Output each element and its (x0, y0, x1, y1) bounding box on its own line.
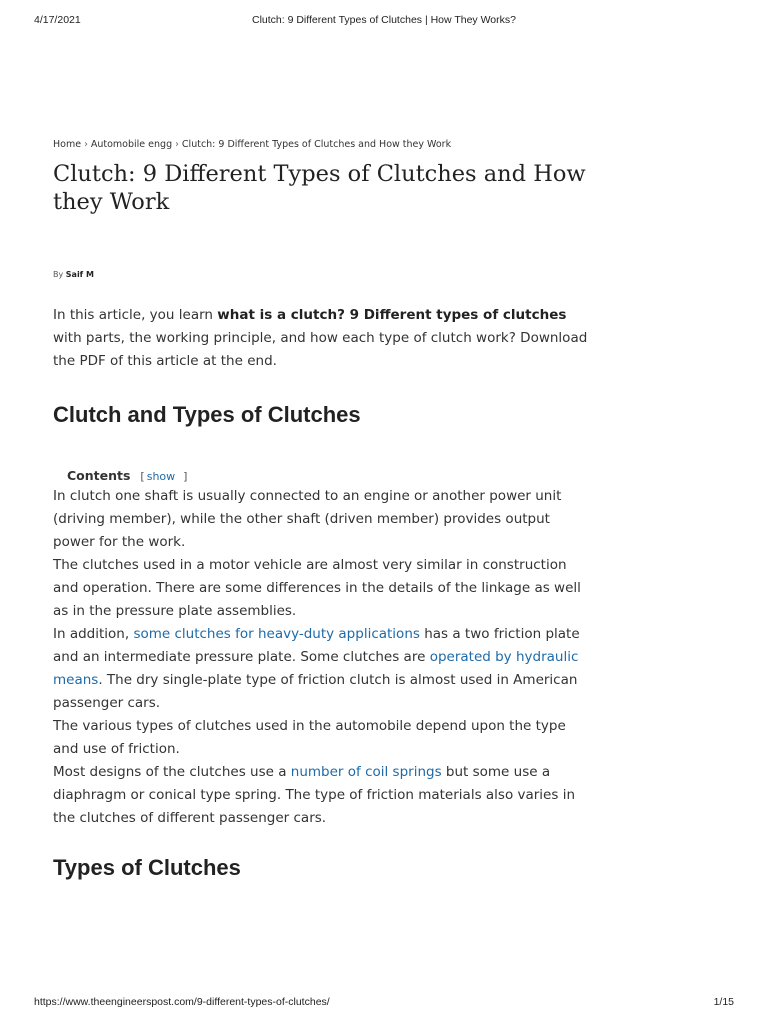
paragraph-shafts: In clutch one shaft is usually connected to an engine or another power unit (driving member), while the other shaft (driven member) provides output power for the work. (53, 488, 562, 550)
intro-bold-text: what is a clutch? 9 Different types of clutches (217, 307, 567, 323)
p5-text-before: Most designs of the clutches use a (53, 764, 291, 780)
hydraulic-means-link[interactable]: operated by hydraulic means (53, 649, 579, 688)
section-heading-types-of-clutches: Types of Clutches (53, 855, 241, 880)
byline (53, 269, 593, 281)
coil-springs-link[interactable]: number of coil springs (290, 764, 442, 780)
toc-show-toggle[interactable]: show (146, 470, 176, 483)
print-page-number: 1/15 (713, 996, 734, 1008)
p3-text-middle: has a two friction plate and an intermediate pressure plate. Some clutches are (53, 626, 580, 665)
breadcrumb-separator: › (84, 139, 88, 150)
breadcrumb-home-link[interactable]: Home (53, 139, 82, 150)
toc-open-bracket: [ (140, 470, 145, 483)
breadcrumb (53, 138, 593, 152)
toc-close-bracket: ] (183, 470, 188, 483)
print-header (34, 14, 734, 30)
heavy-duty-clutches-link[interactable]: some clutches for heavy-duty applications (133, 626, 420, 642)
intro-text-after: with parts, the working principle, and how each type of clutch work? Download the PDF of this article at the end. (53, 330, 588, 369)
article-title: Clutch: 9 Different Types of Clutches and How they Work (53, 161, 586, 215)
paragraph-heavy-duty (53, 623, 593, 715)
paragraph-motor-vehicle: The clutches used in a motor vehicle are almost very similar in construction and operation. There are some differences in the details of the linkage as well as in the pressure plate assemblies. (53, 557, 581, 619)
section-heading-clutch-types: Clutch and Types of Clutches (53, 402, 361, 427)
author-link[interactable]: Saif M (65, 270, 94, 279)
article-content (53, 138, 593, 882)
intro-text-before: In this article, you learn (53, 307, 218, 323)
p3-text-before: In addition, (53, 626, 134, 642)
print-footer (34, 996, 734, 1012)
breadcrumb-category-link[interactable]: Automobile engg (90, 139, 173, 150)
table-of-contents (67, 467, 593, 485)
breadcrumb-separator: › (175, 139, 179, 150)
print-date: 4/17/2021 (34, 14, 81, 26)
intro-paragraph (53, 304, 593, 373)
paragraph-coil-springs (53, 761, 593, 830)
print-url: https://www.theengineerspost.com/9-different-types-of-clutches/ (34, 996, 330, 1008)
print-page-title: Clutch: 9 Different Types of Clutches | How They Works? (252, 14, 516, 26)
p3-text-after: . The dry single-plate type of friction clutch is almost used in American passenger cars. (53, 672, 578, 711)
p5-text-after: but some use a diaphragm or conical type spring. The type of friction materials also varies in the clutches of different passenger cars. (53, 764, 575, 826)
toc-title: Contents (67, 468, 131, 483)
breadcrumb-current: Clutch: 9 Different Types of Clutches and How they Work (181, 139, 452, 150)
paragraph-friction-types: The various types of clutches used in the automobile depend upon the type and use of friction. (53, 718, 566, 757)
byline-prefix: By (53, 270, 64, 279)
